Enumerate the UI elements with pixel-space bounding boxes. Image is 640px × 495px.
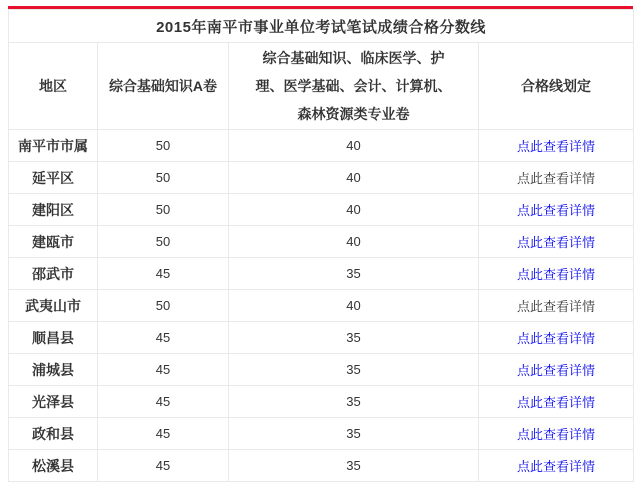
score-a-cell: 50 bbox=[98, 226, 229, 258]
table-row bbox=[9, 322, 634, 354]
details-cell bbox=[479, 386, 634, 418]
details-link[interactable]: 点此查看详情 bbox=[516, 299, 595, 314]
region-cell: 建瓯市 bbox=[9, 226, 98, 258]
header-row bbox=[9, 43, 634, 130]
details-link[interactable]: 点此查看详情 bbox=[516, 395, 595, 410]
table-body bbox=[9, 130, 634, 482]
score-b-cell: 35 bbox=[229, 450, 479, 482]
score-a-cell: 45 bbox=[98, 322, 229, 354]
region-cell: 政和县 bbox=[9, 418, 98, 450]
details-cell bbox=[479, 322, 634, 354]
region-cell: 南平市市属 bbox=[9, 130, 98, 162]
details-cell bbox=[479, 450, 634, 482]
details-link[interactable]: 点此查看详情 bbox=[516, 235, 595, 250]
scores-table bbox=[8, 9, 634, 482]
score-b-cell: 40 bbox=[229, 290, 479, 322]
score-a-cell: 45 bbox=[98, 386, 229, 418]
score-a-cell: 45 bbox=[98, 354, 229, 386]
score-a-cell: 45 bbox=[98, 418, 229, 450]
region-cell: 邵武市 bbox=[9, 258, 98, 290]
score-b-cell: 35 bbox=[229, 354, 479, 386]
score-a-cell: 45 bbox=[98, 258, 229, 290]
table-row bbox=[9, 194, 634, 226]
table-row bbox=[9, 226, 634, 258]
table-head bbox=[9, 10, 634, 130]
score-b-cell: 40 bbox=[229, 226, 479, 258]
details-link[interactable]: 点此查看详情 bbox=[516, 331, 595, 346]
details-link[interactable]: 点此查看详情 bbox=[516, 171, 595, 186]
details-cell bbox=[479, 290, 634, 322]
column-header-region: 地区 bbox=[9, 43, 98, 130]
score-a-cell: 50 bbox=[98, 162, 229, 194]
score-b-cell: 35 bbox=[229, 418, 479, 450]
table-title: 2015年南平市事业单位考试笔试成绩合格分数线 bbox=[9, 10, 634, 43]
column-header-exam-a: 综合基础知识A卷 bbox=[98, 43, 229, 130]
details-link[interactable]: 点此查看详情 bbox=[516, 203, 595, 218]
region-cell: 浦城县 bbox=[9, 354, 98, 386]
score-a-cell: 50 bbox=[98, 194, 229, 226]
header-line: 森林资源类专业卷 bbox=[297, 106, 410, 122]
region-cell: 光泽县 bbox=[9, 386, 98, 418]
score-a-cell: 50 bbox=[98, 290, 229, 322]
table-row bbox=[9, 354, 634, 386]
score-b-cell: 40 bbox=[229, 194, 479, 226]
score-a-cell: 50 bbox=[98, 130, 229, 162]
details-cell bbox=[479, 226, 634, 258]
details-link[interactable]: 点此查看详情 bbox=[516, 427, 595, 442]
score-b-cell: 35 bbox=[229, 322, 479, 354]
table-row bbox=[9, 162, 634, 194]
score-b-cell: 35 bbox=[229, 258, 479, 290]
header-line: 理、医学基础、会计、计算机、 bbox=[255, 78, 452, 94]
title-row bbox=[9, 10, 634, 43]
table-row bbox=[9, 258, 634, 290]
details-cell bbox=[479, 418, 634, 450]
table-row bbox=[9, 130, 634, 162]
details-cell bbox=[479, 354, 634, 386]
details-link[interactable]: 点此查看详情 bbox=[516, 139, 595, 154]
header-line: 综合基础知识、临床医学、护 bbox=[262, 50, 445, 66]
column-header-exam-specialty bbox=[229, 43, 479, 130]
table-row bbox=[9, 418, 634, 450]
score-a-cell: 45 bbox=[98, 450, 229, 482]
table-row bbox=[9, 386, 634, 418]
table-row bbox=[9, 450, 634, 482]
details-cell bbox=[479, 162, 634, 194]
score-b-cell: 40 bbox=[229, 162, 479, 194]
score-b-cell: 40 bbox=[229, 130, 479, 162]
table-row bbox=[9, 290, 634, 322]
region-cell: 延平区 bbox=[9, 162, 98, 194]
details-link[interactable]: 点此查看详情 bbox=[516, 363, 595, 378]
details-link[interactable]: 点此查看详情 bbox=[516, 267, 595, 282]
details-cell bbox=[479, 130, 634, 162]
details-cell bbox=[479, 258, 634, 290]
details-cell bbox=[479, 194, 634, 226]
region-cell: 顺昌县 bbox=[9, 322, 98, 354]
region-cell: 松溪县 bbox=[9, 450, 98, 482]
details-link[interactable]: 点此查看详情 bbox=[516, 459, 595, 474]
score-b-cell: 35 bbox=[229, 386, 479, 418]
region-cell: 建阳区 bbox=[9, 194, 98, 226]
region-cell: 武夷山市 bbox=[9, 290, 98, 322]
column-header-details: 合格线划定 bbox=[479, 43, 634, 130]
